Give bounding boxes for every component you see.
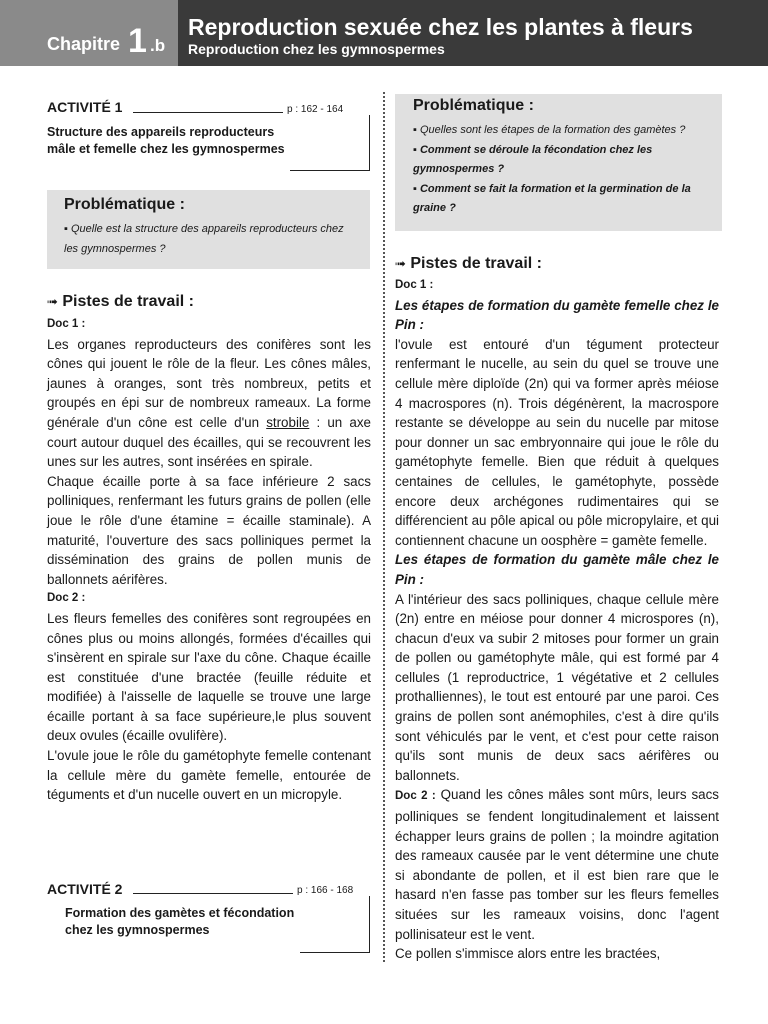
arrow-icon: ➟ [47,294,58,309]
column-divider [383,92,385,962]
doc2-label: Doc 2 : [47,592,86,605]
activity-1-label: ACTIVITÉ 1 [47,99,123,115]
doc2-paragraph [395,785,719,944]
page-subtitle: Reproduction chez les gymnospermes [188,41,445,57]
activity-1-description [47,124,347,158]
female-gamete-heading: Les étapes de formation du gamète femelle chez le Pin : [395,297,719,333]
doc2-paragraph2: L'ovule joue le rôle du gamétophyte femelle contenant la cellule mère du gamète femelle, entourée de téguments et d'un nucelle ouvert en un micropyle. [47,748,371,803]
problem-question: ▪ Quelle est la structure des appareils reproducteurs chez les gymnospermes ? [64,220,354,259]
chapter-number: 1 [128,22,147,60]
doc1-paragraph2: Chaque écaille porte à sa face inférieure 2 sacs polliniques, renfermant les futurs grains de pollen (elle joue le rôle d'une étamine = écaille staminale). A maturité, l'ouverture des sacs polliniques permet la dissémination des grains de pollen munis de ballonnets aérifères. [47,473,371,587]
pistes-title-left [47,293,194,311]
activity-1-desc-line1: Structure des appareils reproducteurs [47,125,275,139]
pistes-label: Pistes de travail : [62,293,194,310]
problem-question-2: ▪ Comment se déroule la fécondation chez les gymnospermes ? [413,141,708,180]
pollen-paragraph: Ce pollen s'immisce alors entre les bractées, [395,946,661,962]
doc1-paragraph1 [47,335,371,472]
male-gamete-paragraph: A l'intérieur des sacs polliniques, chaque cellule mère (2n) entre en méiose pour donner 4 microspores (n), chacun d'eux va subir 2 mitoses pour former un grain de pollen ou gamétophyte mâle, qui est formé par 4 cellules (1 reproductrice, 1 végétative et 2 cellules prothalliennes), le tout est entouré par une paroi. Ces grains de pollen sont anémophiles, c'est à dire qu'ils sont véhiculés par le vent, et c'est pour cette raison qu'ils sont munis de deux sacs aérifères ou ballonnets. [395,591,719,783]
activity-2-label: ACTIVITÉ 2 [47,881,123,897]
doc1-label: Doc 1 : [47,318,86,330]
male-gamete-heading: Les étapes de formation du gamète mâle chez le Pin : [395,552,719,587]
activity-2-pages: p : 166 - 168 [297,885,354,896]
activity-2-rule [133,893,293,894]
problem-question-1: ▪ Quelles sont les étapes de la formation des gamètes ? [413,121,708,141]
pistes-label: Pistes de travail : [410,255,542,272]
page-title: Reproduction sexuée chez les plantes à fleurs [188,14,693,40]
strobile-term: strobile [266,414,310,430]
problem-title: Problématique : [413,97,534,114]
doc2-label: Doc 2 : [395,790,436,803]
doc1-p1-part-a: Les organes reproducteurs des conifères sont les cônes qui jouent le rôle de la fleur. Les cônes mâles, jaunes à oranges, sont très nombreux, petits et groupés en épi sur de nombreux rameaux. La forme générale d'un cône est celle d'un [47,336,371,430]
right-body-text [395,276,719,964]
chapter-label: Chapitre [47,34,121,54]
activity-2-desc-line1: Formation des gamètes et fécondation [65,906,295,920]
activity-1-rule [133,112,283,113]
problem-box-left [47,190,370,269]
left-body-text [47,315,371,805]
problem-box-right [395,94,722,231]
activity-1-desc-line2: mâle et femelle chez les gymnospermes [47,142,285,156]
activity-2-description [65,905,355,939]
doc2-paragraph1: Les fleurs femelles des conifères sont regroupées en cônes plus ou moins allongés, formées d'écailles qui s'insèrent en spirale sur l'axe du cône. Chaque écaille est constituée d'une bractée (feuille réduite et modifiée) à l'aisselle de laquelle se trouve une large écaille portant à sa face supérieure,le plus souvent deux ovules (écaille ovulifère). [47,610,371,744]
arrow-icon: ➟ [395,256,406,271]
doc1-label: Doc 1 : [395,279,434,291]
chapter-suffix: .b [150,36,166,55]
activity-2-desc-line2: chez les gymnospermes [65,923,210,937]
chapter-badge [0,0,178,66]
problem-title: Problématique : [64,196,185,213]
doc1-p1-part-b: : un axe court autour duquel des écailles, qui se recouvrent les unes sur les autres, sont insérées en spirale. [47,414,371,470]
chapter-header [0,0,768,66]
female-gamete-paragraph: l'ovule est entouré d'un tégument protecteur renfermant le nucelle, au sein du quel se trouve une cellule mère diploïde (2n) qui va former après méiose 4 macrospores (n). Trois dégénèrent, la macrospore restante se développe au sein du nucelle par mitose pour donner un sac embryonnaire qui joue le rôle du gamétophyte femelle. Bien que réduit à quelques centaines de cellules, le gamétophyte, possède encore deux archégones rudimentaires qui se différencient au pôle apical ou pôle micropylaire, et qui contiennent chacune un oosphère = gamète femelle. [395,336,719,548]
pistes-title-right [395,255,542,273]
problem-question-3: ▪ Comment se fait la formation et la germination de la graine ? [413,180,708,219]
activity-1-pages: p : 162 - 164 [287,104,344,115]
doc2-text: Quand les cônes mâles sont mûrs, leurs sacs polliniques se fendent longitudinalement et laissent échapper leurs grains de pollen ; la moindre agitation des rameaux causée par le vent détermine une chute si abondante de pollen, et il est bien rare que le hasard n'en fasse pas tomber sur les fleurs femelles situées sur les rameaux voisins, donc l'agent pollinisateur est le vent. [395,787,719,942]
